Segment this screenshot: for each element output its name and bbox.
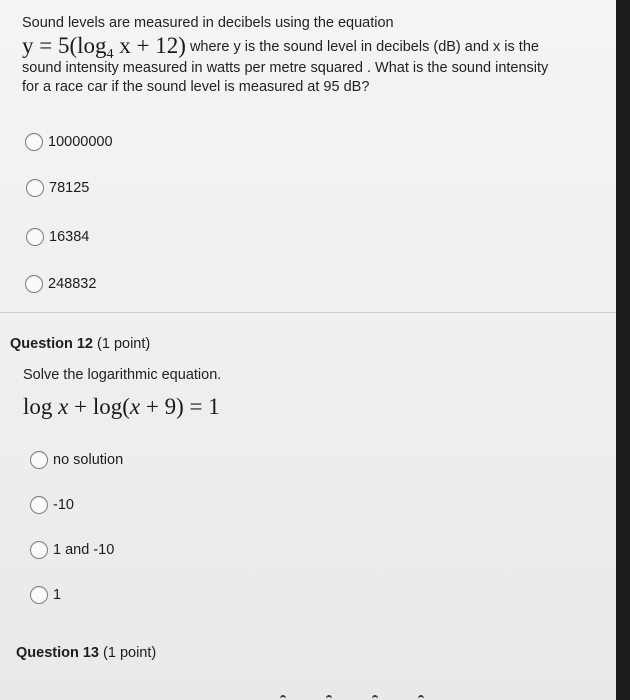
radio-button[interactable]: [30, 451, 48, 469]
q11-option-4[interactable]: [25, 275, 96, 293]
question-11-equation: $y = 5(\log_4$ x + 12): [22, 33, 186, 62]
radio-button[interactable]: [26, 228, 44, 246]
option-label: 248832: [48, 276, 97, 292]
question-divider: [0, 312, 616, 313]
question-12-equation: log x + log(x + 9) = 1: [23, 394, 220, 419]
question-13-title: Question 13: [16, 645, 99, 661]
radio-button[interactable]: [30, 496, 48, 514]
q12-option-2[interactable]: [30, 496, 74, 514]
option-label: 1 and -10: [53, 542, 115, 558]
option-label: 10000000: [48, 134, 113, 150]
q11-option-2[interactable]: [26, 179, 89, 197]
option-label: 78125: [49, 180, 90, 196]
q12-option-3[interactable]: [30, 541, 114, 559]
radio-button[interactable]: [26, 179, 44, 197]
option-label: 1: [53, 587, 62, 603]
option-label: -10: [53, 497, 74, 513]
radio-button[interactable]: [30, 586, 48, 604]
question-11-equation-line: [22, 33, 602, 62]
question-12-instruction: Solve the logarithmic equation.: [23, 367, 222, 383]
question-11-line-1: Sound levels are measured in decibels using the equation: [22, 15, 394, 31]
question-11-line-2: where y is the sound level in decibels (dB) and x is the: [185, 39, 539, 55]
question-11-line-4: for a race car if the sound level is measured at 95 dB?: [22, 79, 370, 95]
question-11-line-3: sound intensity measured in watts per metre squared . What is the sound intensity: [22, 60, 549, 76]
question-12-heading: [10, 336, 150, 352]
option-label: 16384: [49, 229, 90, 245]
question-13-points: (1 point): [103, 645, 157, 661]
question-12-title: Question 12: [10, 336, 93, 352]
radio-button[interactable]: [30, 541, 48, 559]
question-13-heading: [16, 645, 156, 661]
question-11-text: [22, 14, 602, 97]
option-label: no solution: [53, 452, 124, 468]
q11-option-1[interactable]: [25, 133, 113, 151]
q11-option-3[interactable]: [26, 228, 89, 246]
radio-button[interactable]: [25, 133, 43, 151]
radio-button[interactable]: [25, 275, 43, 293]
q12-option-1[interactable]: [30, 451, 123, 469]
cut-off-content: [280, 690, 480, 700]
question-12-points: (1 point): [97, 336, 151, 352]
q12-option-4[interactable]: [30, 586, 61, 604]
